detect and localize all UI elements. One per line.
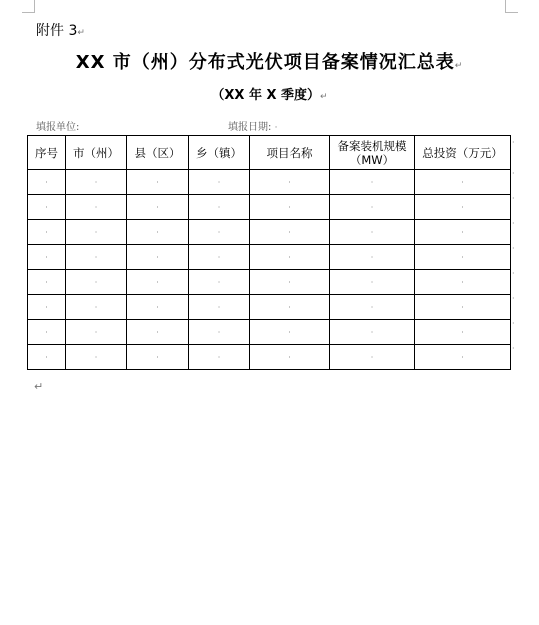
table-cell[interactable]: ·	[250, 170, 330, 195]
table-cell[interactable]: ·	[330, 170, 415, 195]
table-row	[28, 295, 511, 320]
table-cell[interactable]: ·	[66, 345, 127, 370]
column-header: 县（区）	[127, 136, 189, 170]
cell-mark: ·	[274, 123, 278, 133]
table-row	[28, 345, 511, 370]
table-cell[interactable]: ·	[127, 245, 189, 270]
table-row	[28, 170, 511, 195]
table-cell[interactable]: ·	[127, 320, 189, 345]
table-cell[interactable]: ·	[415, 220, 511, 245]
table-cell[interactable]: ·	[189, 170, 250, 195]
table-cell[interactable]: ·	[250, 345, 330, 370]
table-cell[interactable]: ·	[127, 345, 189, 370]
table-header-row	[28, 136, 511, 170]
row-end-mark: ·	[512, 319, 515, 328]
table-cell[interactable]: ·	[330, 295, 415, 320]
document-title-text: XX 市（州）分布式光伏项目备案情况汇总表	[75, 52, 455, 73]
table-cell[interactable]: ·	[415, 295, 511, 320]
paragraph-mark: ↵	[77, 28, 85, 38]
column-header: 总投资（万元）	[415, 136, 511, 170]
table-row	[28, 245, 511, 270]
column-header: 序号	[28, 136, 66, 170]
table-cell[interactable]: ·	[66, 170, 127, 195]
row-end-mark: ·	[512, 269, 515, 278]
row-end-mark: ·	[512, 138, 515, 147]
table-cell[interactable]: ·	[66, 220, 127, 245]
table-row	[28, 195, 511, 220]
row-end-mark: ·	[512, 169, 515, 178]
table-cell[interactable]: ·	[66, 195, 127, 220]
table-cell[interactable]: ·	[28, 220, 66, 245]
row-end-mark: ·	[512, 219, 515, 228]
table-cell[interactable]: ·	[250, 270, 330, 295]
table-cell[interactable]: ·	[189, 295, 250, 320]
table-cell[interactable]: ·	[330, 320, 415, 345]
table-cell[interactable]: ·	[127, 195, 189, 220]
table-cell[interactable]: ·	[415, 345, 511, 370]
page-corner-top-left	[22, 0, 35, 13]
table-cell[interactable]: ·	[127, 220, 189, 245]
table-cell[interactable]: ·	[415, 170, 511, 195]
table-cell[interactable]: ·	[415, 320, 511, 345]
column-header: 市（州）	[66, 136, 127, 170]
row-end-mark: ·	[512, 294, 515, 303]
table-cell[interactable]: ·	[330, 245, 415, 270]
table-cell[interactable]: ·	[250, 195, 330, 220]
row-end-mark: ·	[512, 344, 515, 353]
table-cell[interactable]: ·	[415, 195, 511, 220]
table-cell[interactable]: ·	[66, 295, 127, 320]
table-cell[interactable]: ·	[189, 220, 250, 245]
fill-unit-label: 填报单位:	[36, 122, 80, 133]
row-end-mark: ·	[512, 244, 515, 253]
column-header: 项目名称	[250, 136, 330, 170]
table-body	[28, 170, 511, 370]
column-header: 备案装机规模（MW）	[330, 136, 415, 170]
table-cell[interactable]: ·	[66, 270, 127, 295]
fill-date-text: 填报日期:	[228, 122, 272, 133]
table-cell[interactable]: ·	[415, 270, 511, 295]
document-subtitle-text: （XX 年 X 季度）	[211, 88, 321, 103]
paragraph-mark: ↵	[454, 61, 464, 71]
table-cell[interactable]: ·	[28, 320, 66, 345]
table-cell[interactable]: ·	[127, 170, 189, 195]
row-end-marks	[512, 135, 522, 368]
column-header: 乡（镇）	[189, 136, 250, 170]
table-cell[interactable]: ·	[28, 270, 66, 295]
table-cell[interactable]: ·	[330, 195, 415, 220]
table-cell[interactable]: ·	[28, 295, 66, 320]
table-cell[interactable]: ·	[250, 320, 330, 345]
table-cell[interactable]: ·	[28, 245, 66, 270]
table-cell[interactable]: ·	[330, 345, 415, 370]
row-end-mark: ·	[512, 194, 515, 203]
table-cell[interactable]: ·	[250, 295, 330, 320]
table-cell[interactable]: ·	[189, 195, 250, 220]
table-cell[interactable]: ·	[127, 295, 189, 320]
table-cell[interactable]: ·	[330, 220, 415, 245]
document-subtitle	[0, 84, 539, 103]
table-cell[interactable]: ·	[189, 320, 250, 345]
table-cell[interactable]: ·	[250, 220, 330, 245]
table-cell[interactable]: ·	[415, 245, 511, 270]
table-cell[interactable]: ·	[250, 245, 330, 270]
table-cell[interactable]: ·	[28, 345, 66, 370]
table-cell[interactable]: ·	[66, 320, 127, 345]
end-paragraph-mark: ↵	[34, 380, 44, 393]
attachment-label-text: 附件 3	[36, 23, 78, 39]
table-cell[interactable]: ·	[127, 270, 189, 295]
table-row	[28, 320, 511, 345]
fill-date-label	[228, 118, 277, 133]
table-cell[interactable]: ·	[66, 245, 127, 270]
table-cell[interactable]: ·	[330, 270, 415, 295]
table-row	[28, 220, 511, 245]
summary-table	[27, 135, 511, 370]
table-cell[interactable]: ·	[28, 170, 66, 195]
document-title	[0, 48, 539, 74]
table-cell[interactable]: ·	[189, 270, 250, 295]
attachment-label	[36, 20, 85, 40]
table-row	[28, 270, 511, 295]
paragraph-mark: ↵	[320, 92, 328, 102]
table-cell[interactable]: ·	[189, 345, 250, 370]
table-cell[interactable]: ·	[28, 195, 66, 220]
page-corner-top-right	[505, 0, 518, 13]
table-cell[interactable]: ·	[189, 245, 250, 270]
